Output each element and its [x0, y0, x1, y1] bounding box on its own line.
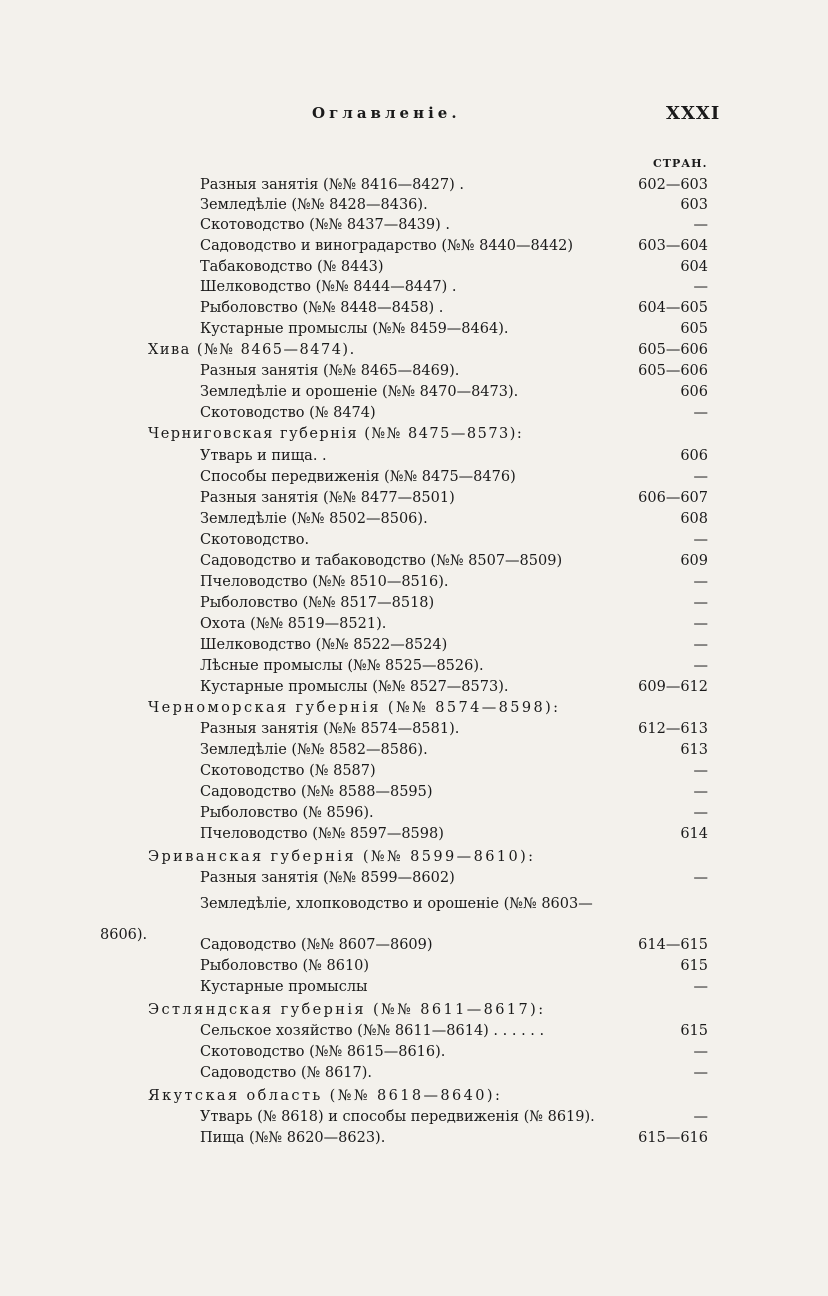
- toc-entry-title: Рыболовство (№№ 8517—8518): [200, 595, 435, 611]
- toc-entry-page: 615—616: [638, 1130, 708, 1146]
- toc-section-heading: [148, 424, 708, 445]
- toc-entry-page: 614: [680, 826, 708, 842]
- toc-entry: [200, 319, 708, 340]
- toc-entry: [200, 894, 708, 915]
- toc-entry-title: Пища (№№ 8620—8623).: [200, 1130, 386, 1146]
- toc-entry-title: Хива (№№ 8465—8474).: [148, 342, 356, 358]
- toc-entry-title: Земледѣлiе и орошенiе (№№ 8470—8473).: [200, 384, 519, 400]
- toc-entry: [200, 195, 708, 216]
- toc-entry: [200, 677, 708, 698]
- toc-entry-title: Шелководство (№№ 8444—8447) .: [200, 279, 457, 295]
- toc-entry-page: 609: [680, 553, 708, 569]
- toc-entry-page: 603—604: [638, 238, 708, 254]
- toc-entry-title: Скотоводство (№№ 8437—8439) .: [200, 217, 450, 233]
- toc-entry-title: Пчеловодство (№№ 8597—8598): [200, 826, 444, 842]
- toc-entry-title: Скотоводство (№ 8587): [200, 763, 376, 779]
- toc-entry-title: Земледѣлiе (№№ 8428—8436).: [200, 197, 428, 213]
- toc-entry-title: Утварь (№ 8618) и способы передвиженiя (№ 8619).: [200, 1109, 595, 1125]
- toc-entry: [200, 1063, 708, 1084]
- toc-entry-page: —: [693, 469, 708, 485]
- toc-entry: [200, 635, 708, 656]
- toc-entry-page: 603: [680, 197, 708, 213]
- toc-entry: [200, 740, 708, 761]
- toc-entry: [200, 530, 708, 551]
- toc-entry: [200, 593, 708, 614]
- toc-entry-page: —: [693, 532, 708, 548]
- toc-entry-page: 605—606: [638, 342, 708, 358]
- toc-entry: [200, 1021, 708, 1042]
- toc-entry-title: Охота (№№ 8519—8521).: [200, 616, 387, 632]
- toc-entry-page: 615: [680, 958, 708, 974]
- toc-entry-title: Сельское хозяйство (№№ 8611—8614) . . . . . .: [200, 1023, 545, 1039]
- toc-entry-title: Садоводство и табаководство (№№ 8507—8509): [200, 553, 563, 569]
- toc-entry-page: —: [693, 805, 708, 821]
- toc-entry: [200, 1128, 708, 1149]
- toc-entry-title: Лѣсные промыслы (№№ 8525—8526).: [200, 658, 484, 674]
- toc-entry: [200, 824, 708, 845]
- toc-entry-title: Рыболовство (№№ 8448—8458) .: [200, 300, 444, 316]
- toc-entry-page: 614—615: [638, 937, 708, 953]
- toc-entry-title: Скотоводство.: [200, 532, 310, 548]
- toc-entry-title: Утварь и пища. .: [200, 448, 327, 464]
- toc-entry: [200, 935, 708, 956]
- toc-entry: [200, 803, 708, 824]
- toc-entry-page: —: [693, 870, 708, 886]
- toc-entry-title: Рыболовство (№ 8596).: [200, 805, 374, 821]
- toc-entry-page: 606: [680, 384, 708, 400]
- toc-entry-page: 605: [680, 321, 708, 337]
- toc-entry-title: Земледѣлiе (№№ 8502—8506).: [200, 511, 428, 527]
- toc-entry-page: —: [693, 574, 708, 590]
- toc-entry-page: —: [693, 1109, 708, 1125]
- toc-entry-page: 608: [680, 511, 708, 527]
- toc-entry: [200, 488, 708, 509]
- toc-entry-title: Садоводство (№ 8617).: [200, 1065, 373, 1081]
- toc-entry: [200, 1042, 708, 1063]
- page-title: Оглавленiе.: [312, 104, 461, 122]
- toc-section-heading: [148, 340, 708, 361]
- toc-section-heading: [148, 698, 708, 719]
- toc-entry-page: 613: [680, 742, 708, 758]
- entry-wrap-continuation: 8606).: [100, 927, 148, 943]
- toc-section-heading: [148, 847, 708, 868]
- toc-entry-title: Скотоводство (№ 8474): [200, 405, 376, 421]
- toc-entry-title: Якутская область (№№ 8618—8640):: [148, 1088, 503, 1104]
- toc-entry: [200, 656, 708, 677]
- toc-entry: [200, 298, 708, 319]
- toc-entry-title: Табаководство (№ 8443): [200, 259, 384, 275]
- toc-entry: [200, 403, 708, 424]
- toc-entry: [200, 215, 708, 236]
- toc-entry: [200, 382, 708, 403]
- toc-entry-page: 605—606: [638, 363, 708, 379]
- toc-entry: [200, 551, 708, 572]
- toc-entry-title: Кустарные промыслы (№№ 8459—8464).: [200, 321, 509, 337]
- toc-entry-page: 604—605: [638, 300, 708, 316]
- toc-entry: [200, 1107, 708, 1128]
- toc-entry: [200, 719, 708, 740]
- toc-entry-title: Кустарные промыслы (№№ 8527—8573).: [200, 679, 509, 695]
- toc-entry-title: Кустарные промыслы: [200, 979, 368, 995]
- toc-entry: [200, 361, 708, 382]
- toc-entry: [200, 446, 708, 467]
- toc-entry-title: Пчеловодство (№№ 8510—8516).: [200, 574, 449, 590]
- toc-entry-title: Эриванская губернiя (№№ 8599—8610):: [148, 849, 536, 865]
- toc-entry-title: Эстляндская губернiя (№№ 8611—8617):: [148, 1002, 546, 1018]
- toc-entry-title: Разныя занятiя (№№ 8416—8427) .: [200, 177, 464, 193]
- toc-entry: [200, 277, 708, 298]
- toc-entry-title: Разныя занятiя (№№ 8574—8581).: [200, 721, 460, 737]
- toc-entry: [200, 868, 708, 889]
- toc-entry-title: Скотоводство (№№ 8615—8616).: [200, 1044, 446, 1060]
- toc-entry-page: 602—603: [638, 177, 708, 193]
- toc-entry-page: 606—607: [638, 490, 708, 506]
- toc-entry: [200, 175, 708, 196]
- toc-entry-title: Разныя занятiя (№№ 8599—8602): [200, 870, 455, 886]
- toc-section-heading: [148, 1000, 708, 1021]
- toc-entry-page: —: [693, 1065, 708, 1081]
- toc-entry-page: —: [693, 217, 708, 233]
- toc-entry-page: —: [693, 763, 708, 779]
- toc-entry: [200, 509, 708, 530]
- toc-entry-page: —: [693, 279, 708, 295]
- toc-entry-page: 606: [680, 448, 708, 464]
- page-column-label: СТРАН.: [653, 157, 708, 170]
- toc-entry: [200, 236, 708, 257]
- toc-entry: [200, 467, 708, 488]
- toc-entry-title: Черноморская губернiя (№№ 8574—8598):: [148, 700, 561, 716]
- toc-entry-title: Садоводство (№№ 8588—8595): [200, 784, 433, 800]
- toc-entry-title: Рыболовство (№ 8610): [200, 958, 370, 974]
- toc-entry-page: —: [693, 616, 708, 632]
- toc-entry-page: —: [693, 979, 708, 995]
- page-number: XXXI: [666, 103, 721, 124]
- toc-entry: [200, 761, 708, 782]
- toc-entry-title: Садоводство и виноградарство (№№ 8440—8442): [200, 238, 574, 254]
- toc-entry-title: Разныя занятiя (№№ 8477—8501): [200, 490, 455, 506]
- toc-entry: [200, 572, 708, 593]
- toc-entry-page: —: [693, 637, 708, 653]
- toc-entry-page: 609—612: [638, 679, 708, 695]
- toc-entry-page: —: [693, 595, 708, 611]
- toc-entry-page: —: [693, 405, 708, 421]
- toc-entry-page: —: [693, 658, 708, 674]
- toc-entry-title: Черниговская губернiя (№№ 8475—8573):: [148, 426, 524, 442]
- toc-entry: [200, 977, 708, 998]
- toc-entry-page: —: [693, 1044, 708, 1060]
- toc-entry-title: Шелководство (№№ 8522—8524): [200, 637, 448, 653]
- toc-entry-title: Садоводство (№№ 8607—8609): [200, 937, 433, 953]
- toc-entry: [200, 782, 708, 803]
- toc-entry-title: Способы передвиженiя (№№ 8475—8476): [200, 469, 516, 485]
- toc-entry-title: Земледѣлiе (№№ 8582—8586).: [200, 742, 428, 758]
- toc-entry-page: 612—613: [638, 721, 708, 737]
- toc-section-heading: [148, 1086, 708, 1107]
- toc-entry: [200, 257, 708, 278]
- toc-entry-title: Земледѣлiе, хлопководство и орошенiе (№№ 8603—: [200, 896, 593, 912]
- toc-entry-page: 604: [680, 259, 708, 275]
- toc-entry-title: Разныя занятiя (№№ 8465—8469).: [200, 363, 460, 379]
- toc-entry-page: 615: [680, 1023, 708, 1039]
- toc-entry: [200, 614, 708, 635]
- toc-entry-page: —: [693, 784, 708, 800]
- toc-entry: [200, 956, 708, 977]
